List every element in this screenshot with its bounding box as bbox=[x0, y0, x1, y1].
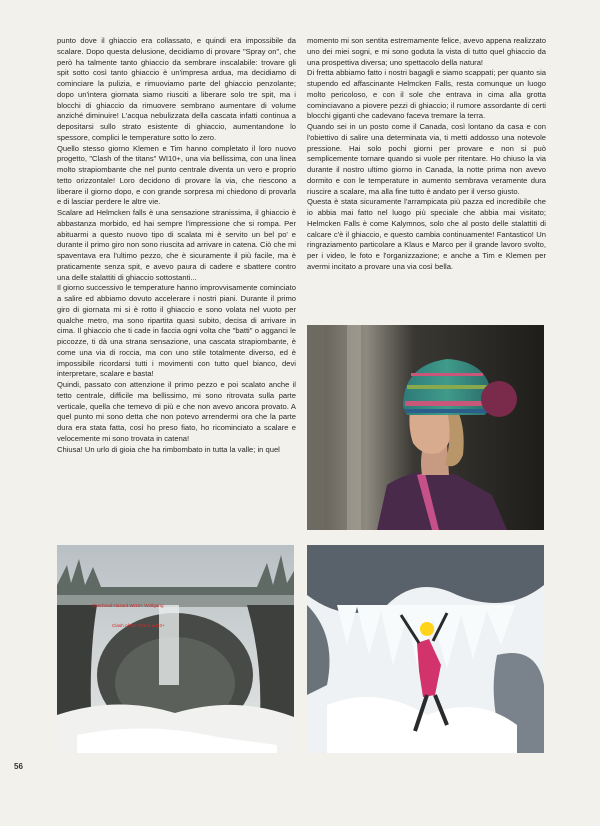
paragraph: Quando sei in un posto come il Canada, così lontano da casa e con l'obiettivo di salire una determinata via, ti metti addosso una notevole pressione. Hai solo pochi giorni per provare e non si può semplicemente tornare quando si vuole per ritentare. Ho chiuso la via durante il nostro ultimo giorno in Canada, la notte prima non avevo dormito e con le temperature in aumento sembrava veramente dura riuscire a scalare, ma alla fine tutto è andato per il verso giusto. bbox=[307, 122, 546, 196]
portrait-photo bbox=[307, 325, 544, 530]
ice-climber-photo bbox=[307, 545, 544, 753]
paragraph: Di fretta abbiamo fatto i nostri bagagli e siamo scappati; per quanto sia stupendo ed affascinante Helmcken Falls, resta comunque un luogo molto pericoloso, e con il sole che entrava in cima alla grotta cominciavano a piovere pezzi di ghiaccio; il rumore assordante di certi blocchi giganti che cadevano faceva tremare la terra. bbox=[307, 68, 546, 121]
route-label: Overhead Hazard WI10+ Wolfgang bbox=[92, 603, 164, 608]
page-number: 56 bbox=[14, 762, 23, 771]
waterfall-canyon-photo bbox=[57, 545, 294, 753]
route-label: Clash of the Titans WI10+ bbox=[112, 623, 165, 628]
text-column-left bbox=[57, 36, 296, 455]
paragraph: Il giorno successivo le temperature hanno improvvisamente cominciato a salire ed abbiamo dovuto accelerare i nostri piani. Durante il primo giro di giornata mi si è rotto il ghiaccio e sono volata nel vuoto per qualche metro, ma sono ripartita quasi subito, decisa di arrivare in cima. Il ghiaccio che ti cade in faccia ogni volta che "batti" o agganci le piccozze, ti dà una strana sensazione, una cascata strapiombante, è come una via di roccia, ma con uno stile totalmente diverso, ed è impossibile ricordarsi tutti i movimenti con tutto quel bianco, devi interpretare, scalare e basta! bbox=[57, 283, 296, 379]
paragraph: Questa è stata sicuramente l'arrampicata più pazza ed incredibile che io abbia mai fatto nel luogo più speciale che abbia mai visitato; Helmcken Falls è come Kalymnos, solo che al posto delle stalattiti di calcare c'è il ghiaccio, e questo cambia continuamente! Fantastico! Un ringraziamento particolare a Klaus e Marco per il grande lavoro svolto, per i video, le foto e l'organizzazione; e anche a Tim e Klemen per avermi incitato a provare una via così bella. bbox=[307, 197, 546, 271]
paragraph: punto dove il ghiaccio era collassato, e quindi era impossibile da scalare. Dopo questa delusione, decidiamo di provare "Spray on", che però ha talmente tanto ghiaccio da sembrare inscalabile: trovare gli spit sotto così tanto ghiaccio è un'impresa ardua, ma decidiamo di cominciare la pulizia, e rimuoviamo parte del ghiaccio penzolante; dopo un'intera giornata siamo riusciti a liberare solo tre spit, ma i blocchi di ghiaccio da rimuovere sembrano aumentare di volume anziché diminuire! L'acqua nebulizzata della cascata infatti continua a depositarsi sullo strato esistente di ghiaccio, aumentandone lo spessore, complici le temperature sotto lo zero. bbox=[57, 36, 296, 142]
paragraph: Scalare ad Helmcken falls è una sensazione stranissima, il ghiaccio è abbastanza morbido, ed hai sempre l'impressione che si rompa. Per abituarmi a questo nuovo tipo di scalata mi è servito un bel po' e durante il primo giro non sono riuscita ad arrivare in catena. Ciò che mi spaventava era l'ultimo pezzo, che è sicuramente il più facile, ma è praticamente senza spit, e avevo paura di cadere e sbattere contro una delle stalattiti di ghiaccio sottostanti... bbox=[57, 208, 296, 282]
text-column-right bbox=[307, 36, 546, 273]
paragraph: Chiusa! Un urlo di gioia che ha rimbombato in tutta la valle; in quel bbox=[57, 444, 280, 454]
paragraph: Quello stesso giorno Klemen e Tim hanno completato il loro nuovo progetto, "Clash of the titans" WI10+, una via bellissima, con una linea molto strapiombante che nel punto centrale diventa un vero e proprio tetto orizzontale! Loro decidono di provare la via, che riescono a liberare il giorno dopo, e con grande sorpresa mi chiedono di provarla e di lasciar perdere le altre vie. bbox=[57, 143, 296, 207]
paragraph: Quindi, passato con attenzione il primo pezzo e poi scalato anche il tetto centrale, difficile ma bellissimo, mi sono ritrovata sulla parte verticale, quella che temevo di più e che non avevo ancora provato. A quel punto mi sono detta che non potevo arrendermi ora che la parte dura era stata fatta, così ho preso fiato, ho ricominciato a scalare e velocemente mi sono trovata in catena! bbox=[57, 380, 296, 443]
paragraph: momento mi son sentita estremamente felice, avevo appena realizzato uno dei miei sogni, e mi sono goduta la vista di tutto quel ghiaccio da una prospettiva diversa; uno spettacolo della natura! bbox=[307, 36, 546, 67]
